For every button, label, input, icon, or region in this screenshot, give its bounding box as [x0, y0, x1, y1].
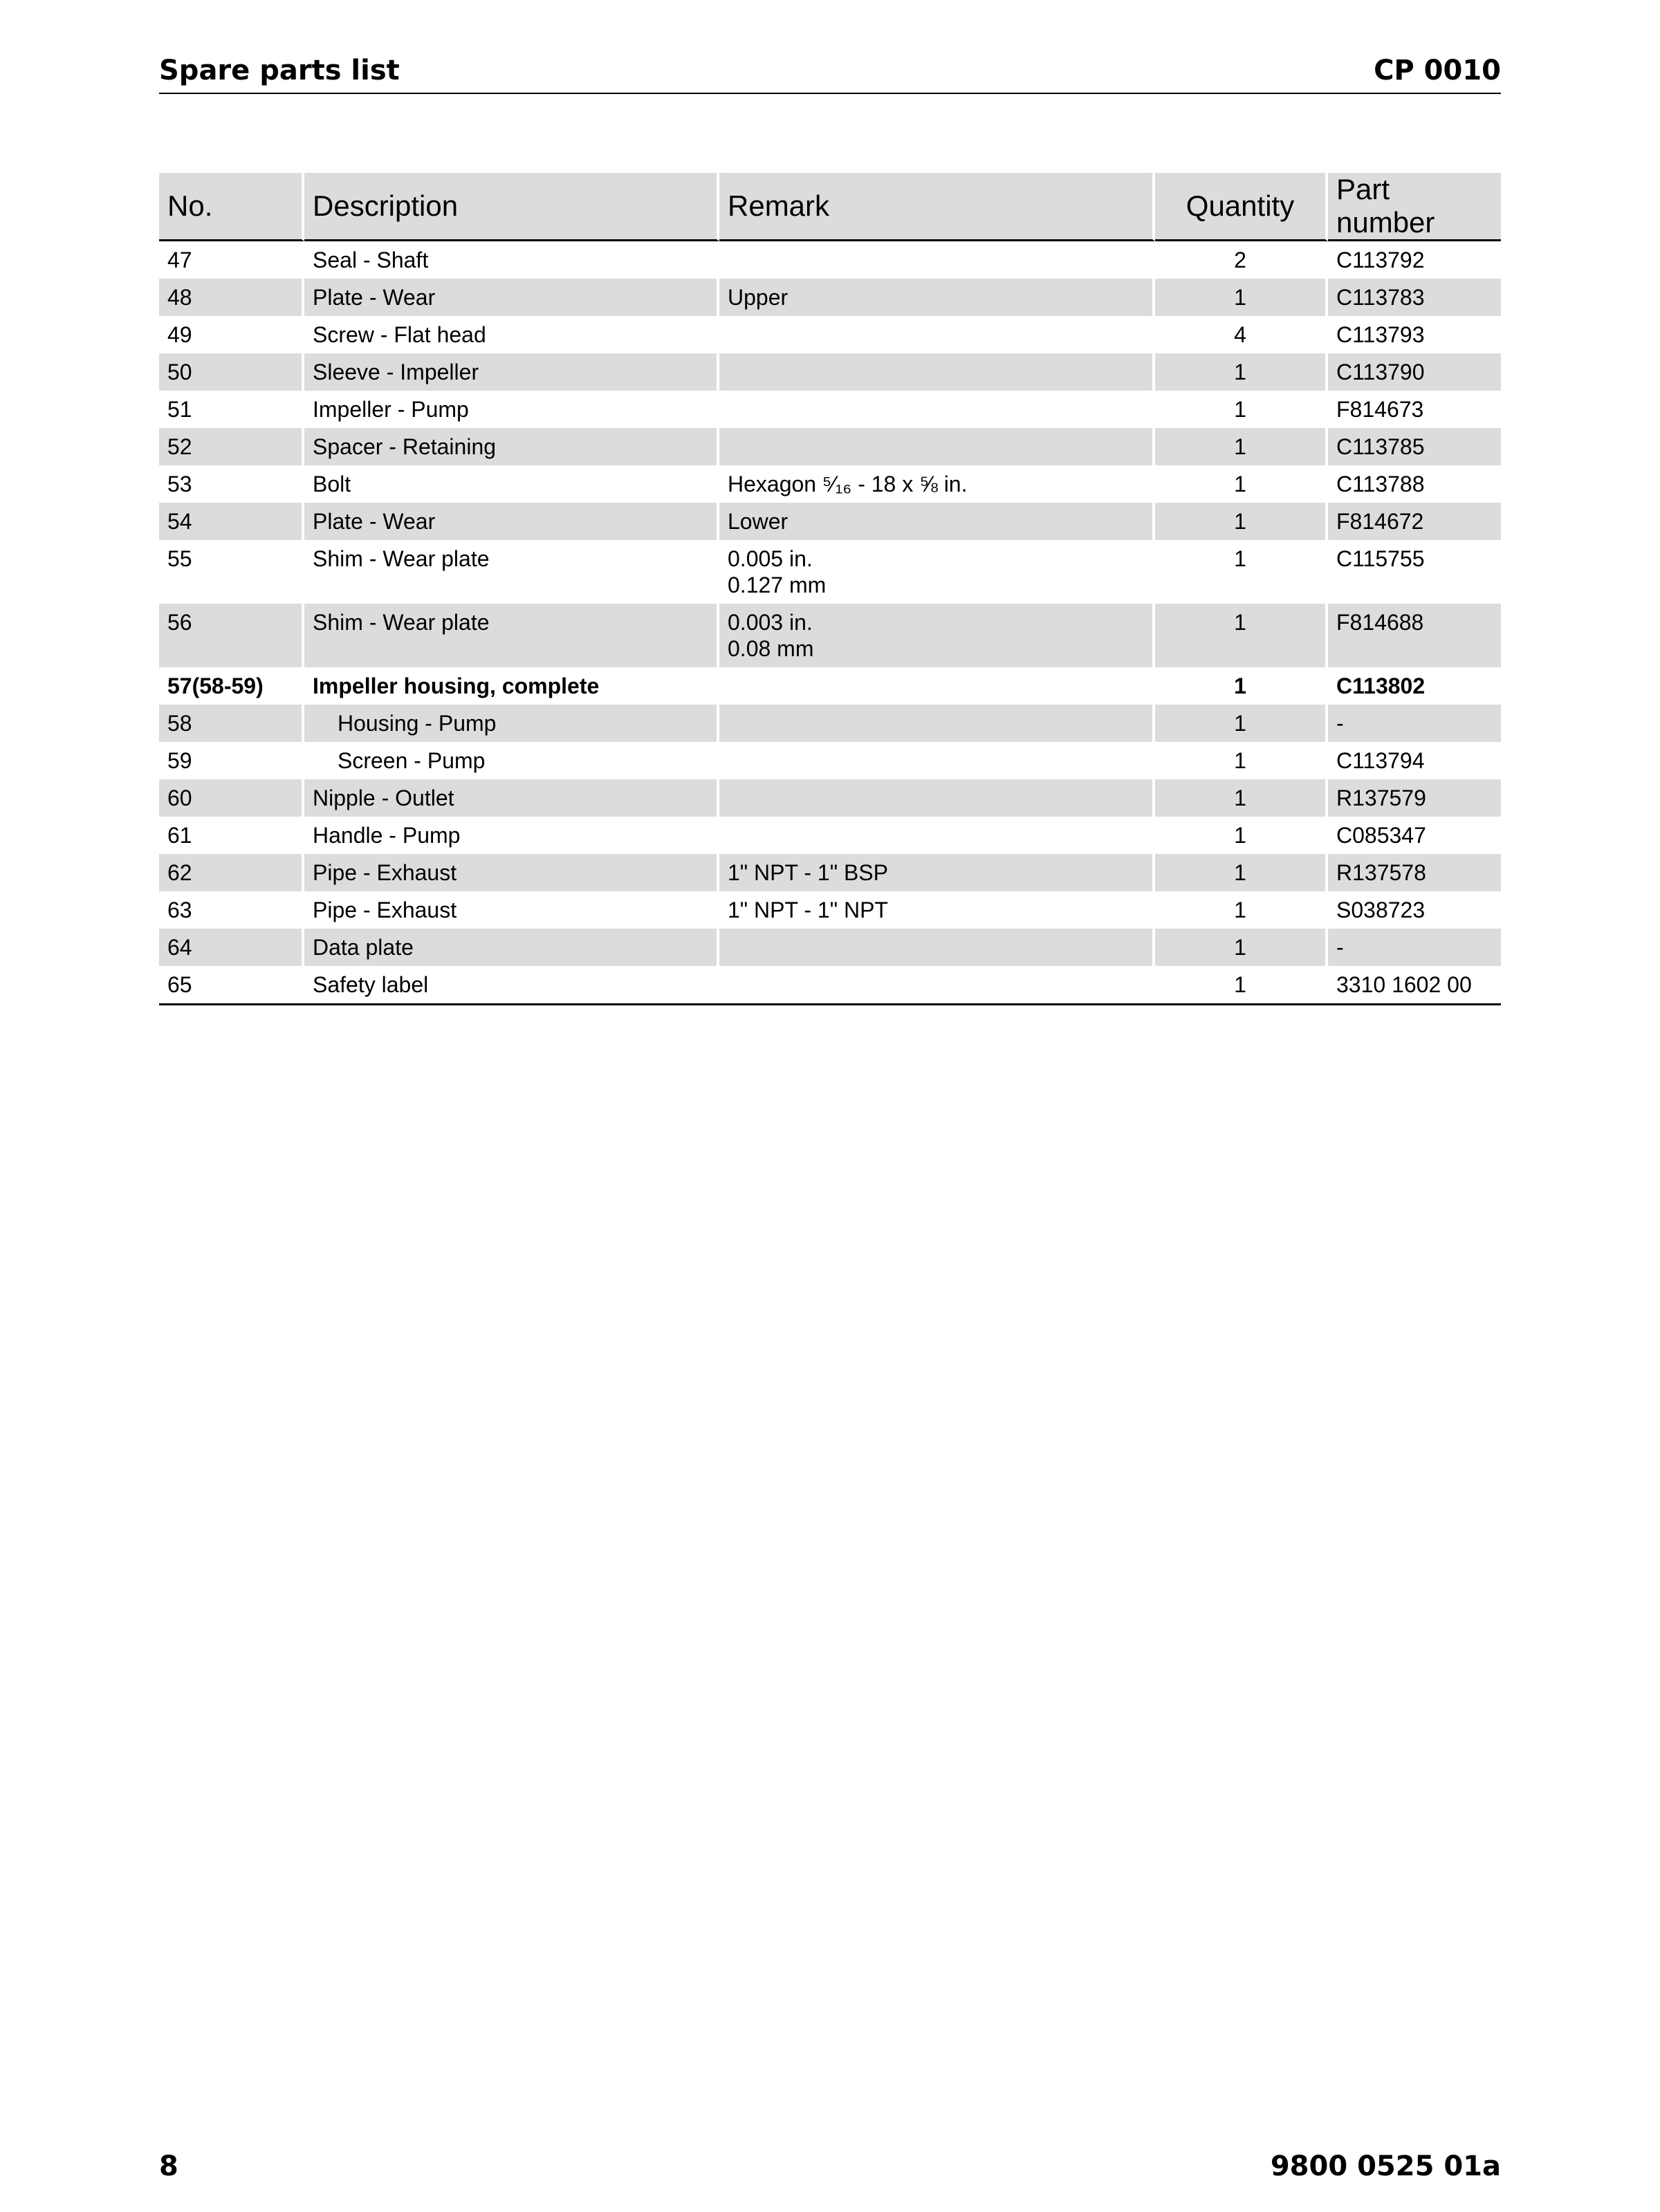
page-header — [159, 50, 1501, 94]
cell-remark — [719, 604, 1155, 667]
cell-no: 61 — [159, 817, 304, 854]
cell-description: Nipple - Outlet — [304, 779, 719, 817]
cell-description: Bolt — [304, 465, 719, 503]
cell-remark — [719, 667, 1155, 705]
table-row — [159, 503, 1501, 540]
cell-no: 52 — [159, 428, 304, 465]
table-row — [159, 929, 1501, 966]
column-header-quantity: Quantity — [1155, 173, 1328, 241]
table-body — [159, 241, 1501, 1003]
remark-line: 0.08 mm — [728, 636, 814, 661]
table-row — [159, 742, 1501, 779]
cell-description: Housing - Pump — [304, 705, 719, 742]
cell-quantity: 2 — [1155, 241, 1328, 279]
cell-no: 59 — [159, 742, 304, 779]
cell-no: 63 — [159, 891, 304, 929]
cell-remark — [719, 779, 1155, 817]
cell-description: Pipe - Exhaust — [304, 854, 719, 891]
cell-part-number: - — [1328, 705, 1501, 742]
cell-description: Handle - Pump — [304, 817, 719, 854]
cell-quantity: 1 — [1155, 604, 1328, 667]
document-number: 9800 0525 01a — [1270, 2150, 1501, 2182]
cell-no: 65 — [159, 966, 304, 1003]
cell-quantity: 1 — [1155, 353, 1328, 391]
cell-remark — [719, 705, 1155, 742]
cell-no: 58 — [159, 705, 304, 742]
cell-description: Plate - Wear — [304, 503, 719, 540]
cell-description: Pipe - Exhaust — [304, 891, 719, 929]
cell-no: 54 — [159, 503, 304, 540]
cell-quantity: 1 — [1155, 742, 1328, 779]
table-row — [159, 817, 1501, 854]
cell-part-number: C113788 — [1336, 472, 1425, 496]
cell-quantity: 1 — [1155, 279, 1328, 316]
cell-part-number: F814673 — [1336, 397, 1424, 422]
cell-remark — [719, 316, 1155, 353]
cell-quantity: 1 — [1155, 854, 1328, 891]
cell-description: Data plate — [304, 929, 719, 966]
cell-part-number: R137578 — [1328, 854, 1501, 891]
cell-part-number: F814672 — [1328, 503, 1501, 540]
remark-line: 1" NPT - 1" NPT — [728, 898, 888, 922]
cell-remark — [719, 891, 1155, 929]
table-row — [159, 540, 1501, 604]
table-row — [159, 966, 1501, 1003]
cell-remark — [719, 428, 1155, 465]
remark-line: Lower — [728, 509, 788, 534]
table-header-row — [159, 173, 1501, 241]
cell-quantity: 4 — [1155, 316, 1328, 353]
table-row — [159, 465, 1501, 503]
cell-part-number: C113785 — [1328, 428, 1501, 465]
cell-quantity: 1 — [1155, 540, 1328, 604]
cell-remark — [719, 966, 1155, 1003]
cell-quantity: 1 — [1155, 891, 1328, 929]
cell-remark — [719, 929, 1155, 966]
remark-line: 0.005 in. — [728, 546, 813, 571]
table-row — [159, 705, 1501, 742]
cell-quantity: 1 — [1155, 391, 1328, 428]
cell-no: 57(58-59) — [159, 667, 304, 705]
cell-remark — [719, 817, 1155, 854]
cell-part-number: F814688 — [1328, 604, 1501, 667]
table-row — [159, 353, 1501, 391]
table-row — [159, 667, 1501, 705]
column-header-remark: Remark — [719, 173, 1155, 241]
cell-no: 49 — [159, 316, 304, 353]
cell-remark — [719, 465, 1155, 503]
cell-quantity: 1 — [1155, 428, 1328, 465]
cell-no: 51 — [159, 391, 304, 428]
cell-remark — [719, 353, 1155, 391]
cell-quantity: 1 — [1155, 465, 1328, 503]
cell-description: Plate - Wear — [304, 279, 719, 316]
cell-quantity: 1 — [1155, 966, 1328, 1003]
column-header-no: No. — [159, 173, 304, 241]
cell-remark — [719, 540, 1155, 604]
remark-line: 1" NPT - 1" BSP — [728, 860, 888, 885]
cell-no: 64 — [159, 929, 304, 966]
cell-quantity: 1 — [1155, 779, 1328, 817]
cell-quantity: 1 — [1155, 667, 1328, 705]
cell-no: 55 — [159, 540, 304, 604]
cell-no: 47 — [159, 241, 304, 279]
cell-description: Impeller housing, complete — [304, 667, 719, 705]
cell-remark — [719, 279, 1155, 316]
cell-description: Shim - Wear plate — [304, 540, 719, 604]
table-row — [159, 241, 1501, 279]
cell-description: Sleeve - Impeller — [304, 353, 719, 391]
cell-part-number: R137579 — [1328, 779, 1501, 817]
cell-description: Seal - Shaft — [304, 241, 719, 279]
table-row — [159, 428, 1501, 465]
table-row — [159, 854, 1501, 891]
document-title: Spare parts list — [159, 55, 400, 86]
cell-no: 62 — [159, 854, 304, 891]
table-row — [159, 279, 1501, 316]
cell-quantity: 1 — [1155, 929, 1328, 966]
remark-line: Hexagon ⁵⁄₁₆ - 18 x ⅝ in. — [728, 472, 968, 496]
cell-description: Impeller - Pump — [304, 391, 719, 428]
cell-remark — [719, 241, 1155, 279]
cell-part-number: C113792 — [1336, 248, 1425, 272]
cell-part-number: C115755 — [1336, 546, 1425, 571]
table-row — [159, 604, 1501, 667]
column-header-part-number: Part number — [1328, 173, 1501, 241]
cell-quantity: 1 — [1155, 817, 1328, 854]
cell-part-number: 3310 1602 00 — [1336, 972, 1472, 997]
cell-part-number: C085347 — [1336, 823, 1426, 848]
cell-part-number: C113790 — [1328, 353, 1501, 391]
table-row — [159, 316, 1501, 353]
cell-no: 50 — [159, 353, 304, 391]
cell-part-number: C113793 — [1336, 322, 1425, 347]
cell-part-number: C113794 — [1336, 748, 1425, 773]
remark-line: Upper — [728, 285, 788, 310]
cell-no: 56 — [159, 604, 304, 667]
cell-description: Screw - Flat head — [304, 316, 719, 353]
table-row — [159, 891, 1501, 929]
cell-remark — [719, 503, 1155, 540]
cell-no: 60 — [159, 779, 304, 817]
remark-line: 0.127 mm — [728, 573, 827, 597]
cell-part-number: C113802 — [1336, 673, 1426, 698]
cell-description: Spacer - Retaining — [304, 428, 719, 465]
page-footer — [159, 2149, 1501, 2191]
cell-quantity: 1 — [1155, 705, 1328, 742]
cell-description: Screen - Pump — [304, 742, 719, 779]
column-header-description: Description — [304, 173, 719, 241]
cell-part-number: C113783 — [1328, 279, 1501, 316]
cell-remark — [719, 391, 1155, 428]
model-code: CP 0010 — [1374, 55, 1501, 86]
cell-remark — [719, 854, 1155, 891]
table-row — [159, 391, 1501, 428]
cell-part-number: S038723 — [1336, 898, 1426, 922]
cell-description: Shim - Wear plate — [304, 604, 719, 667]
cell-description: Safety label — [304, 966, 719, 1003]
cell-quantity: 1 — [1155, 503, 1328, 540]
cell-remark — [719, 742, 1155, 779]
cell-no: 48 — [159, 279, 304, 316]
table-row — [159, 779, 1501, 817]
page-number: 8 — [159, 2150, 178, 2182]
remark-line: 0.003 in. — [728, 610, 813, 635]
cell-no: 53 — [159, 465, 304, 503]
spare-parts-table — [159, 173, 1501, 1005]
cell-part-number: - — [1328, 929, 1501, 966]
